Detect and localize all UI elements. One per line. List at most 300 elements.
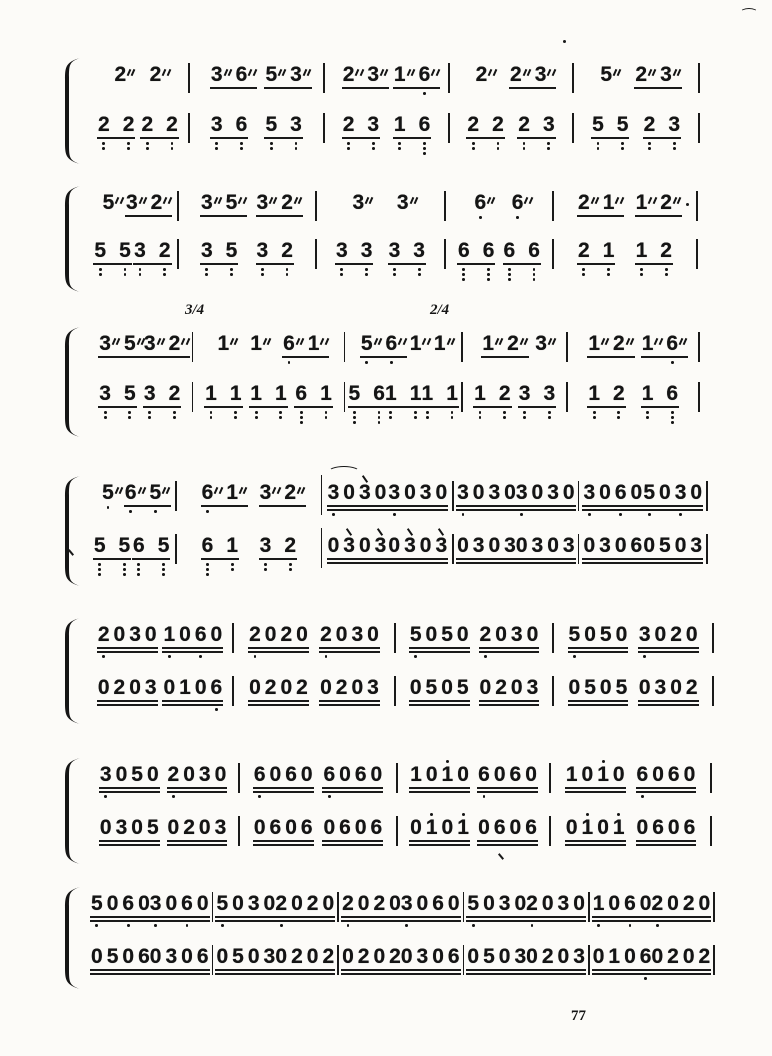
note <box>473 475 485 504</box>
note-digit-row <box>147 764 159 786</box>
note-digit: 6 <box>181 892 193 915</box>
octave-dots-below <box>523 142 526 150</box>
octave-dot <box>365 268 368 271</box>
note <box>265 57 277 86</box>
measure <box>190 57 325 93</box>
note <box>631 528 643 557</box>
measure-content <box>213 939 337 968</box>
note-digit: 2 <box>183 815 195 839</box>
measure-content <box>88 326 192 355</box>
note-digit: 2 <box>264 675 277 699</box>
octave-dot <box>98 573 101 576</box>
measure <box>317 185 446 221</box>
octave-dots-below <box>102 142 105 150</box>
octave-dot <box>102 147 105 150</box>
note-digit: 6 <box>323 763 336 786</box>
measure <box>464 886 589 927</box>
octave-dot <box>137 573 140 576</box>
note-digit-row <box>582 764 594 786</box>
note-digit: 3 <box>210 63 223 86</box>
note-digit: 2 <box>97 623 110 646</box>
note-digit: 3 <box>259 533 272 557</box>
note-digit: 2 <box>507 332 519 355</box>
note <box>563 475 575 504</box>
octave-dot <box>210 411 213 414</box>
note-digit-row <box>141 114 153 136</box>
beam-line <box>97 700 158 702</box>
note-digit: 0 <box>624 944 636 968</box>
octave-dot <box>231 563 234 566</box>
note-digit: 3 <box>99 763 112 786</box>
note <box>684 757 696 786</box>
note-digit: 1 <box>421 381 434 405</box>
barline <box>698 63 700 93</box>
note-digit: 5 <box>123 381 136 405</box>
note-group <box>644 107 680 150</box>
note-digit: 2 <box>373 892 386 915</box>
octave-dot <box>665 268 668 271</box>
octave-dot <box>472 924 475 927</box>
note-digit-row <box>631 535 643 557</box>
tremolo-stroke <box>677 197 681 204</box>
beam-line <box>319 704 380 706</box>
measure <box>590 939 715 980</box>
note-digit-row <box>98 677 110 699</box>
note <box>683 939 695 968</box>
note-group <box>126 185 162 214</box>
note-digit: 5 <box>348 381 361 405</box>
octave-dot <box>340 268 343 271</box>
beam-line <box>635 263 673 265</box>
system-brace-icon <box>64 326 82 438</box>
note-digit: 1 <box>588 332 600 355</box>
note-digit-row <box>659 482 671 504</box>
octave-dot <box>679 513 682 516</box>
octave-dot <box>372 147 375 150</box>
note <box>322 886 334 915</box>
note-digit: 6 <box>493 815 506 839</box>
beam-line <box>515 505 576 507</box>
octave-dot <box>418 273 421 276</box>
octave-dot <box>523 411 526 414</box>
note-digit-row <box>422 383 434 405</box>
note-digit-row <box>488 482 500 504</box>
beam-line <box>638 704 699 706</box>
note-digit: 5 <box>146 815 159 839</box>
octave-dots-below <box>414 655 417 658</box>
note-digit-row <box>397 192 409 214</box>
note <box>659 475 671 504</box>
octave-dot <box>393 273 396 276</box>
octave-dot <box>648 147 651 150</box>
note <box>211 107 223 150</box>
note-digit: 0 <box>531 481 544 504</box>
note-digit-row <box>168 817 180 839</box>
note-digit-row <box>260 535 272 557</box>
note-digit: 3 <box>400 892 413 915</box>
tremolo-stroke <box>143 197 147 204</box>
beam-line <box>256 215 303 217</box>
note-group <box>144 326 180 355</box>
note-digit: 2 <box>281 191 293 214</box>
octave-dots-below <box>547 142 550 150</box>
note-digit-row <box>342 946 354 968</box>
octave-dots-below <box>597 924 600 927</box>
tremolo-mark <box>264 338 270 345</box>
note <box>151 185 163 214</box>
note-digit: 0 <box>525 763 537 786</box>
octave-dot <box>451 411 454 414</box>
note-digit: 0 <box>323 815 336 839</box>
octave-dot <box>393 513 396 516</box>
tremolo-mark <box>381 69 387 76</box>
octave-dot <box>98 563 101 566</box>
note <box>426 757 438 786</box>
octave-dot <box>671 411 674 414</box>
note-digit: 5 <box>93 533 106 557</box>
note-digit: 3 <box>498 892 511 915</box>
tremolo-mark <box>616 197 622 204</box>
system-lines <box>88 757 712 846</box>
note-digit: 2 <box>284 533 297 557</box>
note-digit-row <box>351 624 363 646</box>
note-digit: 0 <box>614 533 627 557</box>
note <box>448 886 460 915</box>
note-digit: 1 <box>307 332 320 355</box>
note-group <box>397 185 409 214</box>
note-digit-row <box>652 764 664 786</box>
octave-dot <box>255 416 258 419</box>
measure <box>213 886 339 927</box>
note <box>569 670 581 699</box>
note-group <box>254 810 313 839</box>
note-digit: 6 <box>478 763 490 786</box>
note-digit-row <box>151 192 163 214</box>
octave-dot <box>644 977 647 980</box>
tremolo-stroke <box>411 69 415 76</box>
measure-content <box>240 810 396 839</box>
tremolo-stroke <box>377 338 381 345</box>
note-digit: 2 <box>682 892 695 915</box>
note-digit: 5 <box>106 944 119 968</box>
note-digit-row <box>542 893 554 915</box>
note-digit: 3 <box>367 675 379 699</box>
note-digit: 1 <box>393 112 406 136</box>
octave-dot <box>462 268 465 271</box>
note-digit: 3 <box>514 944 527 968</box>
note-digit-row <box>432 946 444 968</box>
note <box>404 528 416 557</box>
note-digit-row <box>640 893 652 915</box>
octave-dot <box>398 142 401 145</box>
note-digit: 0 <box>210 623 223 646</box>
note-digit-row <box>264 946 276 968</box>
note-digit-row <box>375 482 387 504</box>
octave-dot <box>547 142 550 145</box>
beam-line <box>592 916 653 918</box>
note-digit: 5 <box>425 675 438 699</box>
note-digit: 3 <box>504 533 516 557</box>
octave-dot <box>479 216 482 219</box>
note-digit-row <box>547 482 559 504</box>
note <box>342 939 354 968</box>
octave-dot <box>205 268 208 271</box>
note-digit-row <box>150 893 162 915</box>
note-digit-row <box>637 764 649 786</box>
note <box>131 810 143 839</box>
note-digit-row <box>114 677 126 699</box>
measure <box>574 57 700 93</box>
beam-line <box>638 647 699 649</box>
octave-dot <box>255 411 258 414</box>
note-digit-row <box>507 333 519 355</box>
octave-dots-below <box>102 655 105 658</box>
octave-dot <box>139 268 142 271</box>
note-digit: 2 <box>667 944 679 968</box>
tremolo-stroke <box>119 197 123 204</box>
note-digit-row <box>296 677 308 699</box>
note-digit-row <box>637 817 649 839</box>
note-digit: 1 <box>597 763 609 786</box>
note-digit-row <box>597 764 609 786</box>
tremolo-mark <box>128 69 134 76</box>
octave-dots-below <box>186 924 189 927</box>
note-digit: 0 <box>636 815 649 839</box>
note-digit: 3 <box>416 944 429 968</box>
note-digit: 0 <box>457 533 469 557</box>
note-digit: 3 <box>526 675 539 699</box>
octave-dot <box>643 655 646 658</box>
tremolo-mark <box>215 487 221 494</box>
note <box>308 326 320 355</box>
measure-content <box>551 810 710 839</box>
octave-dot <box>230 273 233 276</box>
octave-dots-below <box>104 795 107 798</box>
beam-line <box>387 509 448 511</box>
note-digit: 2 <box>492 112 504 136</box>
note-group <box>150 939 209 968</box>
note-digit-row <box>675 482 687 504</box>
note-digit-row <box>250 333 262 355</box>
tremolo-stroke <box>185 338 189 345</box>
note-digit-row <box>270 817 282 839</box>
note-digit: 0 <box>441 675 453 699</box>
note-digit: 0 <box>400 944 413 968</box>
note-group <box>342 886 401 927</box>
octave-dot <box>389 416 392 419</box>
beam-line <box>481 356 528 358</box>
note-digit-row <box>593 946 605 968</box>
note-digit-row <box>285 764 297 786</box>
note <box>651 939 663 968</box>
note <box>291 939 303 968</box>
octave-dot <box>426 416 429 419</box>
note <box>420 528 432 557</box>
beam-line <box>477 791 538 793</box>
note <box>512 185 524 219</box>
octave-dot <box>548 411 551 414</box>
octave-dot <box>162 573 165 576</box>
note <box>640 886 652 915</box>
beam-line <box>342 137 380 139</box>
note-digit-row <box>528 240 540 262</box>
note-group <box>518 107 554 150</box>
note-digit: 1 <box>229 381 242 405</box>
octave-dots-below <box>597 142 600 150</box>
note-digit: 3 <box>200 239 213 262</box>
tremolo-mark <box>239 197 245 204</box>
note-digit-row <box>690 482 702 504</box>
octave-dot <box>288 361 291 364</box>
note-digit: 3 <box>115 815 128 839</box>
octave-dot <box>95 924 98 927</box>
beam-line <box>636 787 697 789</box>
note-group <box>320 670 379 699</box>
note-digit: 2 <box>149 63 162 86</box>
note-digit-row <box>275 946 287 968</box>
note-group <box>100 757 159 798</box>
note-digit: 2 <box>284 481 297 504</box>
tremolo-stroke <box>307 69 311 76</box>
octave-dots-below <box>99 268 102 276</box>
note-digit: 2 <box>467 112 480 136</box>
note-digit-row <box>211 114 223 136</box>
octave-dot <box>171 142 174 145</box>
octave-dots-below <box>643 655 646 658</box>
barline <box>710 763 712 793</box>
note-group <box>91 886 150 927</box>
note-digit: 1 <box>588 381 600 405</box>
beam-line <box>204 406 242 408</box>
octave-dots-below <box>665 268 668 276</box>
octave-dots-below <box>123 563 126 576</box>
octave-dot <box>137 563 140 566</box>
note-digit-row <box>211 677 223 699</box>
note <box>205 376 217 419</box>
note-digit: 0 <box>547 533 559 557</box>
measure <box>554 670 714 706</box>
print-speck <box>498 853 504 860</box>
note <box>518 107 530 150</box>
octave-dots-below <box>172 795 175 798</box>
octave-dots-below <box>548 411 551 419</box>
note-digit: 1 <box>226 533 239 557</box>
note <box>457 617 469 646</box>
note <box>426 617 438 646</box>
octave-dot <box>426 411 429 414</box>
octave-dot <box>270 142 273 145</box>
beam-line <box>319 700 380 702</box>
note-digit: 3 <box>143 381 156 405</box>
octave-dot <box>340 273 343 276</box>
note-digit-row <box>291 893 303 915</box>
note-group <box>478 810 537 839</box>
note-digit: 6 <box>124 481 137 504</box>
note <box>116 757 128 786</box>
beam-line <box>650 973 711 975</box>
beam-line <box>636 791 697 793</box>
note <box>134 233 146 276</box>
tremolo-stroke <box>617 69 621 76</box>
measure <box>590 886 715 927</box>
system-lines <box>88 185 698 281</box>
note <box>597 810 609 839</box>
beam-line <box>473 406 511 408</box>
note-group <box>394 57 430 95</box>
octave-dot <box>347 147 350 150</box>
note <box>367 57 379 86</box>
beam-line <box>400 920 461 922</box>
beam-line <box>143 406 181 408</box>
octave-dot <box>487 268 490 271</box>
octave-dots-below <box>503 411 506 419</box>
page-number-text: 77 <box>571 1008 586 1020</box>
note <box>441 617 453 646</box>
beam-line <box>409 651 470 653</box>
note-digit-row <box>667 946 679 968</box>
tremolo-stroke <box>298 197 302 204</box>
octave-dot <box>378 416 381 419</box>
note-group <box>651 939 710 968</box>
note-digit-row <box>145 677 157 699</box>
note <box>573 886 585 915</box>
system-brace-icon <box>64 886 82 990</box>
measure-content <box>234 617 394 658</box>
octave-dots-below <box>154 510 157 513</box>
beam-line <box>149 973 210 975</box>
beam-line <box>249 406 287 408</box>
beam-line <box>167 787 228 789</box>
octave-dot <box>671 416 674 419</box>
note-digit: 6 <box>683 815 696 839</box>
note-digit-row <box>684 817 696 839</box>
measure <box>446 185 554 221</box>
tremolo-mark <box>496 338 502 345</box>
note <box>281 233 293 276</box>
note-digit: 0 <box>253 815 266 839</box>
note-digit: 1 <box>446 381 458 405</box>
note <box>457 528 469 557</box>
octave-dots-below <box>389 411 392 419</box>
note <box>467 107 479 150</box>
note-digit: 5 <box>232 944 244 968</box>
note <box>100 810 112 839</box>
note-digit: 0 <box>335 623 348 646</box>
note-group <box>163 670 222 711</box>
measure <box>446 233 554 281</box>
tremolo-mark <box>164 197 170 204</box>
note-digit: 0 <box>488 533 501 557</box>
measure <box>317 233 446 276</box>
beam-line <box>638 651 699 653</box>
note-digit-row <box>417 946 429 968</box>
note-group <box>150 886 209 927</box>
tremolo-mark <box>240 487 246 494</box>
octave-dots-below <box>288 361 291 364</box>
note-digit-row <box>131 817 143 839</box>
note-digit-row <box>666 383 678 405</box>
note-digit: 5 <box>584 675 596 699</box>
note <box>197 886 209 915</box>
note-digit: 0 <box>425 623 438 646</box>
note <box>511 670 523 699</box>
note-digit-row <box>301 817 313 839</box>
note-digit-row <box>290 64 302 86</box>
measure-content <box>345 326 461 364</box>
note <box>510 757 522 786</box>
lower-voice <box>88 939 715 980</box>
note <box>426 670 438 699</box>
